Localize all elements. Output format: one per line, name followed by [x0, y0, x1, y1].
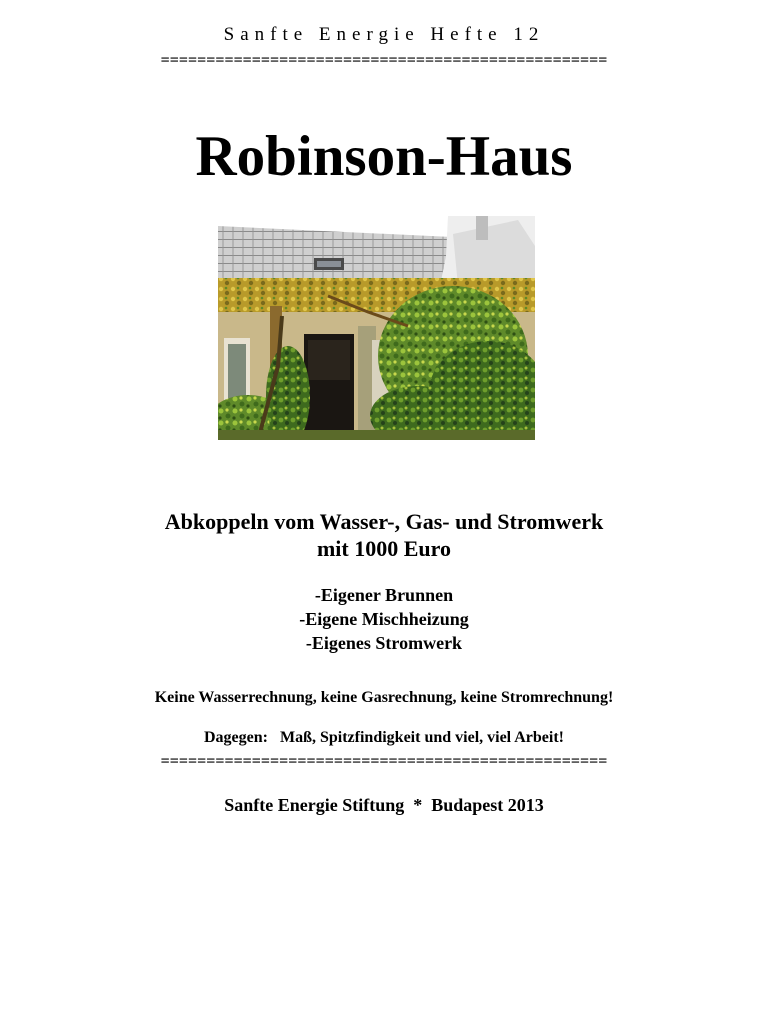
subtitle-line-2: mit 1000 Euro: [316, 536, 452, 561]
subtitle: [0, 508, 768, 562]
subtitle-line-1: Abkoppeln vom Wasser-, Gas- und Stromwerk: [164, 509, 604, 534]
feature-item: -Eigenes Stromwerk: [305, 633, 463, 653]
feature-item: -Eigener Brunnen: [314, 585, 454, 605]
publisher-footer: Sanfte Energie Stiftung * Budapest 2013: [224, 795, 544, 815]
house-photo: [218, 216, 535, 440]
page-title: Robinson-Haus: [195, 125, 573, 188]
no-bills-text: Keine Wasserrechnung, keine Gasrechnung, keine Stromrechnung!: [154, 689, 614, 706]
bottom-rule: =================================================: [160, 755, 608, 769]
series-title: Sanfte Energie Hefte 12: [223, 24, 545, 45]
against-text: Dagegen: Maß, Spitzfindigkeit und viel, viel Arbeit!: [204, 729, 564, 746]
top-rule: =================================================: [160, 54, 608, 68]
feature-item: -Eigene Mischheizung: [299, 609, 469, 629]
feature-list: [0, 583, 768, 655]
